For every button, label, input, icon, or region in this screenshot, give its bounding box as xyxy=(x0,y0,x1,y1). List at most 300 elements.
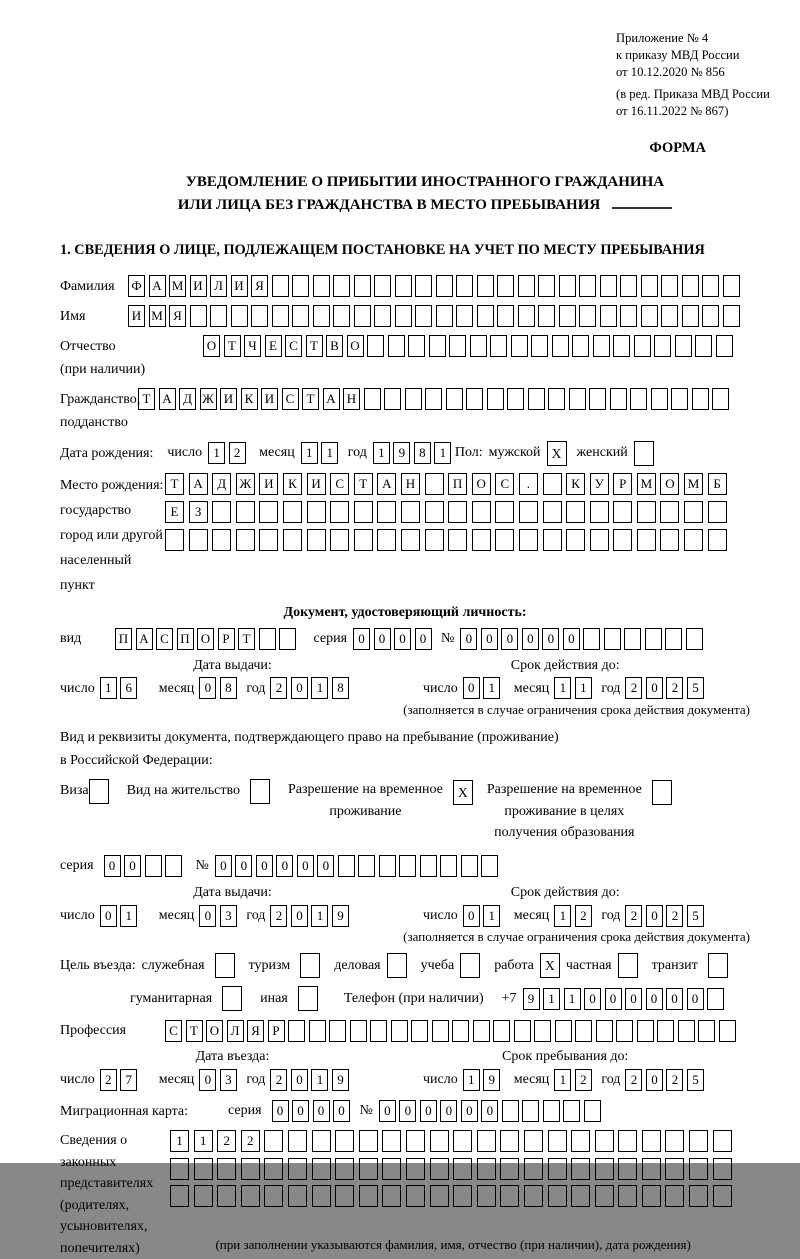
birthplace-row2-field[interactable] xyxy=(165,501,731,523)
form-cell: 0 xyxy=(646,1069,663,1091)
form-cell xyxy=(236,529,255,551)
form-cell xyxy=(682,275,699,297)
doc-number-field[interactable] xyxy=(460,628,706,650)
form-cell xyxy=(689,1158,708,1180)
form-cell xyxy=(616,1020,633,1042)
number-label: № xyxy=(359,1103,373,1119)
form-cell xyxy=(637,1020,654,1042)
purpose-humanitarian-checkbox[interactable] xyxy=(222,986,242,1011)
form-cell xyxy=(377,501,396,523)
migration-card-label: Миграционная карта: xyxy=(60,1103,189,1119)
day-label: число xyxy=(423,680,458,696)
form-cell xyxy=(217,1158,236,1180)
form-cell xyxy=(610,388,627,410)
form-cell xyxy=(531,335,548,357)
form-cell xyxy=(563,1100,580,1122)
valid-day-field[interactable] xyxy=(463,677,504,699)
title-blank-line xyxy=(612,195,672,210)
valid-date-heading: Срок действия до: xyxy=(510,885,620,901)
migration-series-field[interactable] xyxy=(272,1100,354,1122)
form-cell xyxy=(338,855,355,877)
form-cell xyxy=(448,501,467,523)
form-cell: 5 xyxy=(687,677,704,699)
form-cell: З xyxy=(189,501,208,523)
form-cell: 3 xyxy=(220,1069,237,1091)
form-cell: 2 xyxy=(625,1069,642,1091)
form-cell: 2 xyxy=(666,1069,683,1091)
stay-day-field[interactable] xyxy=(463,1069,504,1091)
form-cell xyxy=(335,1158,354,1180)
purpose-business-checkbox[interactable] xyxy=(387,953,407,978)
form-cell xyxy=(682,305,699,327)
form-cell xyxy=(613,335,630,357)
form-cell xyxy=(370,1020,387,1042)
form-cell xyxy=(312,1185,331,1207)
form-cell: И xyxy=(220,388,237,410)
section1-heading: 1. СВЕДЕНИЯ О ЛИЦЕ, ПОДЛЕЖАЩЕМ ПОСТАНОВКЕ НА УЧЕТ ПО МЕСТУ ПРЕБЫВАНИЯ xyxy=(60,241,705,258)
form-cell xyxy=(425,388,442,410)
entry-date-heading: Дата въезда: xyxy=(195,1049,270,1065)
form-cell: 5 xyxy=(687,1069,704,1091)
day-label: число xyxy=(423,908,458,924)
form-cell xyxy=(543,529,562,551)
sex-female-checkbox[interactable] xyxy=(634,441,654,466)
form-cell xyxy=(364,388,381,410)
representatives-row1-field[interactable] xyxy=(170,1130,736,1152)
form-cell xyxy=(335,1130,354,1152)
sex-male-checkbox[interactable]: X xyxy=(547,441,567,466)
form-cell xyxy=(624,628,641,650)
form-cell: К xyxy=(241,388,258,410)
birth-day-field[interactable] xyxy=(208,442,249,464)
form-cell xyxy=(518,305,535,327)
form-cell: 0 xyxy=(333,1100,350,1122)
day-label: число xyxy=(423,1072,458,1088)
form-cell xyxy=(425,501,444,523)
entry-day-field[interactable] xyxy=(100,1069,141,1091)
form-cell: 1 xyxy=(554,677,571,699)
form-cell xyxy=(595,1185,614,1207)
birthplace-row3-field[interactable] xyxy=(165,529,731,551)
form-cell xyxy=(522,1100,539,1122)
form-cell xyxy=(502,1100,519,1122)
form-cell: М xyxy=(149,305,166,327)
form-cell: Р xyxy=(218,628,235,650)
form-cell: О xyxy=(660,473,679,495)
form-cell xyxy=(593,335,610,357)
form-cell xyxy=(569,388,586,410)
form-cell xyxy=(641,275,658,297)
form-cell xyxy=(401,501,420,523)
purpose-official-checkbox[interactable] xyxy=(215,953,235,978)
form-cell xyxy=(528,388,545,410)
form-cell: Ж xyxy=(236,473,255,495)
residence-valid-group xyxy=(423,885,707,927)
form-cell: 1 xyxy=(543,988,560,1010)
birthplace-labels: Место рождения: государство город или другой населенный пункт xyxy=(60,477,164,593)
form-cell xyxy=(388,335,405,357)
edu-permit-checkbox[interactable] xyxy=(652,780,672,805)
form-cell xyxy=(495,529,514,551)
form-cell xyxy=(165,855,182,877)
form-cell: 0 xyxy=(297,855,314,877)
form-cell xyxy=(359,1158,378,1180)
year-label: год xyxy=(246,680,266,696)
form-cell xyxy=(264,1158,283,1180)
form-cell xyxy=(487,388,504,410)
profession-field[interactable] xyxy=(165,1020,739,1042)
form-cell xyxy=(329,1020,346,1042)
form-cell: А xyxy=(149,275,166,297)
patronymic-field[interactable] xyxy=(203,335,736,357)
form-cell xyxy=(288,1130,307,1152)
citizenship-field[interactable] xyxy=(138,388,733,410)
birthplace-block xyxy=(60,473,790,598)
form-cell xyxy=(684,501,703,523)
entry-year-field[interactable] xyxy=(270,1069,352,1091)
form-cell xyxy=(425,473,444,495)
residence-issue-month-field[interactable] xyxy=(199,905,240,927)
month-label: месяц xyxy=(513,1072,550,1088)
form-cell xyxy=(477,1185,496,1207)
residence-valid-month-field[interactable] xyxy=(554,905,595,927)
form-cell xyxy=(452,1020,469,1042)
form-cell: 1 xyxy=(463,1069,480,1091)
temp-permit-checkbox[interactable]: X xyxy=(453,780,473,805)
form-cell: 0 xyxy=(374,628,391,650)
form-cell xyxy=(425,529,444,551)
form-cell xyxy=(500,1158,519,1180)
form-cell: Я xyxy=(169,305,186,327)
form-cell xyxy=(283,529,302,551)
purpose-transit-checkbox[interactable] xyxy=(708,953,728,978)
form-cell xyxy=(723,305,740,327)
series-label: серия xyxy=(60,858,94,874)
issue-month-field[interactable] xyxy=(199,677,240,699)
representatives-row2-field[interactable] xyxy=(170,1158,736,1180)
form-cell xyxy=(453,1185,472,1207)
form-cell xyxy=(436,275,453,297)
form-cell xyxy=(472,529,491,551)
valid-date-heading: Срок действия до: xyxy=(510,657,620,673)
issue-year-field[interactable] xyxy=(270,677,352,699)
form-cell xyxy=(330,501,349,523)
form-cell xyxy=(686,628,703,650)
purpose-option-label: служебная xyxy=(141,957,205,973)
form-cell: Т xyxy=(302,388,319,410)
form-cell: 9 xyxy=(523,988,540,1010)
form-cell: 1 xyxy=(483,905,500,927)
citizenship-row xyxy=(60,388,790,434)
residence-doc-dates xyxy=(60,885,790,927)
appendix-note-line: от 16.11.2022 № 867) xyxy=(616,104,729,118)
form-cell: А xyxy=(377,473,396,495)
form-cell: 0 xyxy=(460,628,477,650)
form-cell xyxy=(661,305,678,327)
form-cell: 1 xyxy=(194,1130,213,1152)
form-cell xyxy=(288,1020,305,1042)
patronymic-row xyxy=(60,335,790,381)
form-cell xyxy=(251,305,268,327)
form-cell: 0 xyxy=(522,628,539,650)
form-cell: 0 xyxy=(481,628,498,650)
form-cell: Ф xyxy=(128,275,145,297)
form-cell xyxy=(514,1020,531,1042)
residence-valid-day-field[interactable] xyxy=(463,905,504,927)
form-cell xyxy=(566,501,585,523)
residence-doc-options xyxy=(60,779,790,844)
purpose-work-checkbox[interactable]: X xyxy=(540,953,560,978)
appendix-line: к приказу МВД России xyxy=(616,48,740,62)
form-cell: 0 xyxy=(463,677,480,699)
form-cell: А xyxy=(159,388,176,410)
form-cell: Т xyxy=(238,628,255,650)
month-label: месяц xyxy=(259,445,295,460)
form-cell: 1 xyxy=(575,677,592,699)
purpose-option-label: деловая xyxy=(334,957,381,973)
form-cell: 0 xyxy=(463,905,480,927)
entry-date-group xyxy=(60,1049,405,1091)
form-cell xyxy=(406,1185,425,1207)
residence-number-field[interactable] xyxy=(215,855,502,877)
form-cell: 7 xyxy=(120,1069,137,1091)
form-title-line1: УВЕДОМЛЕНИЕ О ПРИБЫТИИ ИНОСТРАННОГО ГРАЖДАНИНА xyxy=(185,174,665,190)
birthdate-sex-row xyxy=(60,441,790,466)
month-label: месяц xyxy=(513,908,550,924)
purpose-study-checkbox[interactable] xyxy=(460,953,480,978)
doc-series-field[interactable] xyxy=(353,628,435,650)
form-cell xyxy=(401,529,420,551)
residence-issue-day-field[interactable] xyxy=(100,905,141,927)
birth-month-field[interactable] xyxy=(301,442,342,464)
form-cell xyxy=(432,1020,449,1042)
representatives-note: (при заполнении указываются фамилия, имя, отчество (при наличии), дата рождения) xyxy=(215,1237,691,1253)
form-cell xyxy=(359,1185,378,1207)
form-cell: Я xyxy=(247,1020,264,1042)
form-cell xyxy=(309,1020,326,1042)
phone-label: Телефон (при наличии) xyxy=(343,990,484,1006)
form-cell xyxy=(538,305,555,327)
form-cell xyxy=(548,1130,567,1152)
form-cell xyxy=(604,628,621,650)
form-cell: 1 xyxy=(311,677,328,699)
stay-month-field[interactable] xyxy=(554,1069,595,1091)
form-cell xyxy=(698,1020,715,1042)
form-cell: 0 xyxy=(256,855,273,877)
form-cell xyxy=(259,529,278,551)
form-cell: Т xyxy=(354,473,373,495)
form-cell: И xyxy=(190,275,207,297)
birthplace-row1-field[interactable] xyxy=(165,473,731,495)
form-cell: 0 xyxy=(605,988,622,1010)
doc-type-field[interactable] xyxy=(115,628,300,650)
form-cell: 1 xyxy=(564,988,581,1010)
form-cell xyxy=(288,1185,307,1207)
form-cell xyxy=(675,335,692,357)
form-cell xyxy=(259,628,276,650)
purpose-private-checkbox[interactable] xyxy=(618,953,638,978)
form-cell xyxy=(559,305,576,327)
identity-doc-note: (заполняется в случае ограничения срока действия документа) xyxy=(403,701,750,717)
form-cell: 2 xyxy=(270,905,287,927)
purpose-option-label: учеба xyxy=(420,957,455,973)
form-cell xyxy=(571,1158,590,1180)
migration-number-field[interactable] xyxy=(379,1100,605,1122)
issue-day-field[interactable] xyxy=(100,677,141,699)
form-cell xyxy=(634,335,651,357)
form-cell: С xyxy=(285,335,302,357)
name-field[interactable] xyxy=(128,305,743,327)
residence-permit-checkbox[interactable] xyxy=(250,779,270,804)
form-cell xyxy=(448,529,467,551)
purpose-option-label: транзит xyxy=(651,957,698,973)
representatives-row3-field[interactable] xyxy=(170,1185,736,1207)
form-cell xyxy=(264,1130,283,1152)
residence-issue-group xyxy=(60,885,405,927)
form-cell: И xyxy=(231,275,248,297)
form-cell: 2 xyxy=(666,677,683,699)
form-cell: С xyxy=(165,1020,182,1042)
day-label: число xyxy=(60,1072,95,1088)
phone-field[interactable] xyxy=(523,988,728,1010)
birth-year-field[interactable] xyxy=(373,442,455,464)
form-cell xyxy=(189,529,208,551)
form-cell: С xyxy=(495,473,514,495)
form-cell xyxy=(354,501,373,523)
form-cell: Н xyxy=(343,388,360,410)
form-cell: 0 xyxy=(415,628,432,650)
form-cell xyxy=(307,529,326,551)
form-cell xyxy=(490,335,507,357)
form-cell: 9 xyxy=(483,1069,500,1091)
stay-year-field[interactable] xyxy=(625,1069,707,1091)
form-cell: 0 xyxy=(291,1069,308,1091)
residence-doc-series-row xyxy=(60,854,790,878)
temp-permit-label: Разрешение на временное проживание xyxy=(287,782,443,819)
form-cell xyxy=(292,305,309,327)
form-cell: С xyxy=(282,388,299,410)
form-cell xyxy=(719,1020,736,1042)
form-cell: 1 xyxy=(208,442,225,464)
form-cell: У xyxy=(590,473,609,495)
form-cell xyxy=(272,305,289,327)
residence-series-field[interactable] xyxy=(104,855,186,877)
form-cell: 9 xyxy=(393,442,410,464)
form-cell xyxy=(145,855,162,877)
form-cell: Д xyxy=(179,388,196,410)
visa-checkbox[interactable] xyxy=(89,779,109,804)
migration-card-row xyxy=(60,1099,790,1123)
form-cell xyxy=(548,1158,567,1180)
form-cell: 0 xyxy=(291,905,308,927)
residence-valid-year-field[interactable] xyxy=(625,905,707,927)
form-cell: 9 xyxy=(332,905,349,927)
form-cell xyxy=(596,1020,613,1042)
surname-field[interactable] xyxy=(128,275,743,297)
form-cell xyxy=(292,275,309,297)
form-cell xyxy=(660,501,679,523)
form-cell: Ж xyxy=(200,388,217,410)
form-cell: М xyxy=(169,275,186,297)
form-cell xyxy=(618,1158,637,1180)
form-cell xyxy=(716,335,733,357)
form-cell xyxy=(354,529,373,551)
form-cell xyxy=(572,335,589,357)
form-cell xyxy=(524,1185,543,1207)
form-cell: 1 xyxy=(311,1069,328,1091)
form-cell: М xyxy=(684,473,703,495)
form-cell xyxy=(382,1130,401,1152)
entry-month-field[interactable] xyxy=(199,1069,240,1091)
form-cell xyxy=(519,529,538,551)
residence-issue-year-field[interactable] xyxy=(270,905,352,927)
form-cell: Л xyxy=(227,1020,244,1042)
valid-year-field[interactable] xyxy=(625,677,707,699)
form-cell: 0 xyxy=(199,677,216,699)
form-cell xyxy=(497,305,514,327)
form-cell: 0 xyxy=(646,905,663,927)
form-cell xyxy=(241,1185,260,1207)
form-cell: 0 xyxy=(215,855,232,877)
form-cell xyxy=(497,275,514,297)
form-cell: К xyxy=(566,473,585,495)
year-label: год xyxy=(601,680,621,696)
form-cell xyxy=(637,501,656,523)
form-cell xyxy=(367,335,384,357)
form-cell xyxy=(384,388,401,410)
form-cell xyxy=(430,1158,449,1180)
residence-permit-label: Вид на жительство xyxy=(126,783,240,799)
form-cell: Н xyxy=(401,473,420,495)
form-cell: 2 xyxy=(575,1069,592,1091)
form-cell xyxy=(377,529,396,551)
form-cell: 0 xyxy=(687,988,704,1010)
form-cell: 0 xyxy=(542,628,559,650)
form-cell xyxy=(708,501,727,523)
form-cell: Т xyxy=(186,1020,203,1042)
form-cell xyxy=(358,855,375,877)
form-cell xyxy=(279,628,296,650)
form-cell xyxy=(333,275,350,297)
form-cell xyxy=(231,305,248,327)
profession-label: Профессия xyxy=(60,1023,127,1039)
purpose-tourism-checkbox[interactable] xyxy=(300,953,320,978)
form-cell: 0 xyxy=(461,1100,478,1122)
form-cell: 1 xyxy=(373,442,390,464)
form-cell xyxy=(241,1158,260,1180)
form-cell xyxy=(354,305,371,327)
form-cell xyxy=(411,1020,428,1042)
form-cell: 2 xyxy=(270,1069,287,1091)
form-cell xyxy=(723,275,740,297)
purpose-other-checkbox[interactable] xyxy=(298,986,318,1011)
purpose-option-label: работа xyxy=(494,957,534,973)
form-cell xyxy=(212,501,231,523)
birthdate-label: Дата рождения: xyxy=(60,445,154,461)
form-cell: О xyxy=(203,335,220,357)
form-cell xyxy=(518,275,535,297)
form-cell xyxy=(217,1185,236,1207)
form-cell xyxy=(651,388,668,410)
form-cell: 8 xyxy=(220,677,237,699)
form-cell: А xyxy=(136,628,153,650)
form-cell xyxy=(354,275,371,297)
valid-month-field[interactable] xyxy=(554,677,595,699)
form-cell xyxy=(350,1020,367,1042)
form-cell: 0 xyxy=(199,905,216,927)
form-cell: 1 xyxy=(321,442,338,464)
form-cell xyxy=(477,275,494,297)
